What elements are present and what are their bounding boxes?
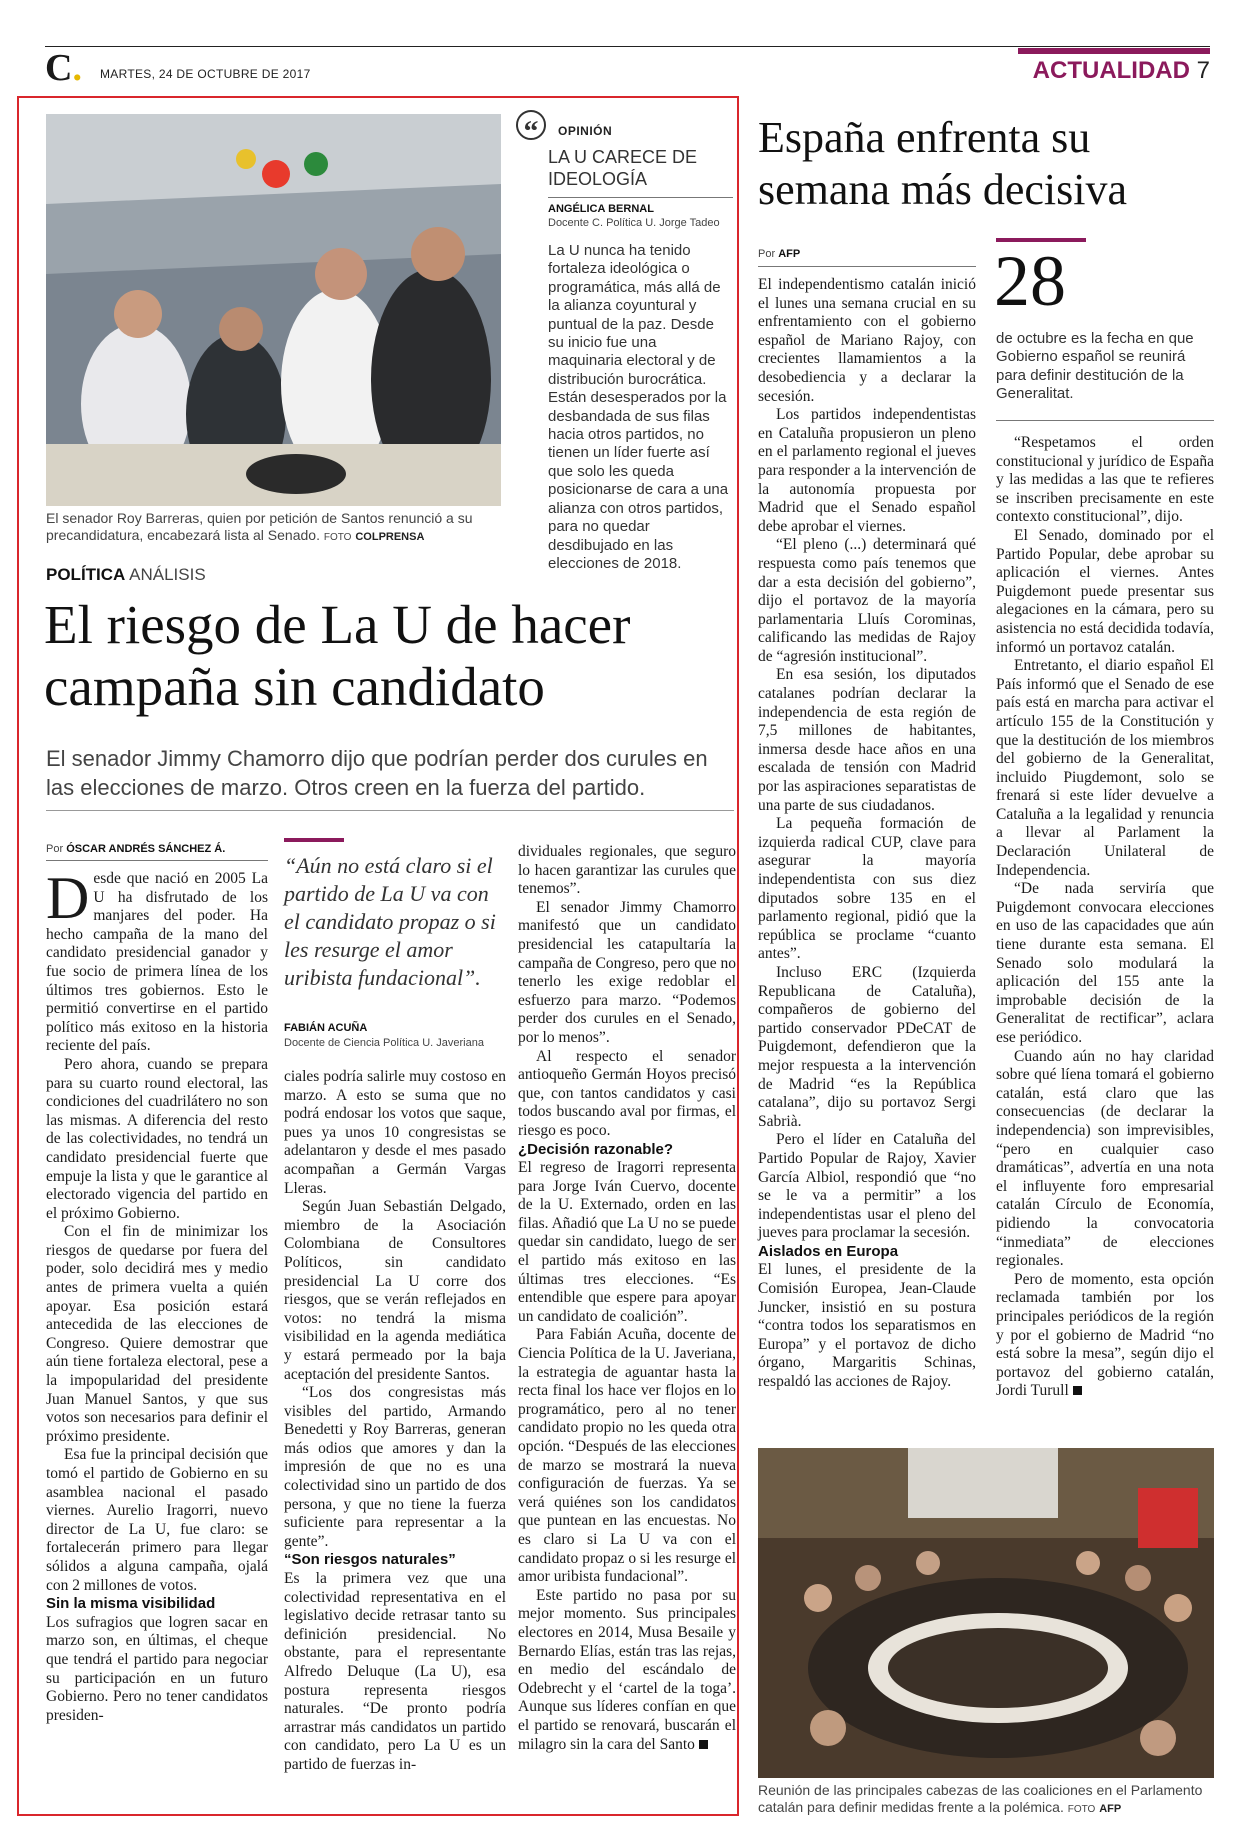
spain-col1-p1: El independentismo catalán inició el lunes una semana crucial en su enfrentamiento con el gobierno español de Mariano Rajoy, con crecientes llamamientos a la desobediencia y a declarar la secesión. <box>758 276 976 405</box>
logo <box>45 47 82 89</box>
col1-subhead: Sin la misma visibilidad <box>46 1595 216 1613</box>
spain-col1-p6: Incluso ERC (Izquierda Republicana de Cataluña), compañeros de gobierno del partido conservador PDeCAT de Puigdemont, defendieron que la mejor respuesta a la intervención de Madrid “es la República catalana”, dijo su portavoz Sergi Sabrià. <box>758 963 976 1130</box>
spain-col2-p6: Pero de momento, esta opción reclamada también por los principales periódicos de la región y por el gobierno de Madrid “no está sobre la mesa”, según dijo el portavoz del gobierno catalán, Jordi Turull <box>996 1270 1214 1400</box>
caption-text: El senador Roy Barreras, quien por petición de Santos renunció a su precandidatura, encabezará lista al Senado. <box>46 510 473 543</box>
left-article-column-3 <box>518 843 736 1754</box>
col2-p4: Es la primera vez que una colectividad representativa en el legislativo decide retrasar tanto su definición presidencial. No obstante, para el representante Alfredo Deluque (La U), esa postura representa riesgos naturales. “De pronto podría arrastrar más candidatos un partido con candidato, pero La U es un partido de fuerzas in- <box>284 1570 506 1773</box>
spain-col1-p8: El lunes, el presidente de la Comisión Europea, Jean-Claude Juncker, insistió en su postura “contra todos los separatismos en Europa” y el portavoz de dicho órgano, Margaritis Schinas, respaldó las acciones de Rajoy. <box>758 1261 976 1391</box>
spain-byline-rule <box>758 266 976 267</box>
spain-col1-p7: Pero el líder en Cataluña del Partido Popular de Rajoy, Xavier García Albiol, respondió que “no se le va a permitir” a los independentistas usar el pleno del jueves para proclamar la secesión. <box>758 1131 976 1242</box>
spain-col1-p3: “El pleno (...) determinará qué respuesta como país tenemos que dar a esta decisión del gobierno”, dijo el portavoz de la mayoría parlamentaria Lluís Corominas, calificando las medidas de Rajoy de “agresión institucional”. <box>758 536 976 665</box>
end-mark-icon <box>699 1740 708 1749</box>
parliament-photo <box>758 1448 1214 1778</box>
kicker-section: POLÍTICA <box>46 565 126 584</box>
col3-p4: El regreso de Iragorri representa para Jorge Iván Cuervo, docente de la U. Externado, orden en las filas. Añadió que La U no se puede quedar sin candidato, luego de ser el partido más exitoso en las últimas tres elecciones. “Es entendible que espere para apoyar un candidato de coalición”. <box>518 1159 736 1325</box>
pullquote-author: FABIÁN ACUÑA <box>284 1022 368 1034</box>
opinion-author: ANGÉLICA BERNAL <box>548 203 654 215</box>
kicker-type: ANÁLISIS <box>129 565 206 584</box>
spain-byline <box>758 248 800 260</box>
section-header <box>1018 57 1210 85</box>
quote-mark-icon: “ <box>516 110 546 140</box>
col1-p4: Esa fue la principal decisión que tomó el partido de Gobierno en su asamblea nacional el pasado viernes. Aurelio Iragorri, nuevo director de La U, fue claro: se fortalecerán primero para llegar sólidos a alguna campaña, ojalá con 2 millones de votos. <box>46 1446 268 1594</box>
spain-col1-p2: Los partidos independentistas en Cataluña propusieron un pleno en el parlamento regional el jueves para responder a la intervención de la autonomía propuesta por Madrid que el Senado español debe aprobar el viernes. <box>758 406 976 535</box>
article-byline <box>46 843 225 855</box>
photo-credit-prefix: FOTO <box>323 532 352 543</box>
col2-p1: ciales podría salirle muy costoso en marzo. A esto se suma que no podrá endosar los votos que saque, pues ya unos 10 congresistas se adelantaron y desde el mes pasado acompañan a Germán Vargas Lleras. <box>284 1068 506 1197</box>
byline-prefix: Por <box>46 843 64 855</box>
senate-photo <box>46 114 501 506</box>
section-name: ACTUALIDAD <box>1032 57 1190 84</box>
top-rule <box>45 46 1210 47</box>
spain-col2-p3: Entretanto, el diario español El País informó que el Senado de ese país está en marcha para activar el artículo 155 de la Constitución y que la destitución de los miembros del gobierno de la Generalitat, incluido Piugdemont, solo se frenará si este líder devuelve a Cataluña a la legalidad y renuncia a llevar al Parlament la Declaración Unilateral de Independencia. <box>996 657 1214 879</box>
left-article-column-2 <box>284 1068 506 1775</box>
spain-column-2 <box>996 434 1214 1401</box>
spain-col2-p5: Cuando aún no hay claridad sobre qué líena tomará el gobierno catalán, está claro que las consecuencias (de declarar la independencia) son imprevisibles, “pero en cualquier caso dramáticas”, advertía en una nota el influyente foro empresarial catalán Círculo de Economía, pidiendo la convocatoria “inmediata” de elecciones regionales. <box>996 1047 1214 1270</box>
senate-photo-image <box>46 114 501 506</box>
parliament-photo-credit: AFP <box>1099 1803 1122 1815</box>
logo-letter: C <box>45 47 73 89</box>
pullquote-author-role: Docente de Ciencia Política U. Javeriana <box>284 1037 484 1049</box>
col1-p1: esde que nació en 2005 La U ha disfrutado de los manjares del poder. Ha hecho campaña de la mano del candidato presidencial ganador y fue socio de primera línea de los últimos tres gobiernos. Esto le permitió convertirse en el partido político más exitoso en la historia reciente del país. <box>46 870 268 1055</box>
opinion-label: OPINIÓN <box>558 124 613 138</box>
col3-p2: El senador Jimmy Chamorro manifestó que un candidato presidencial les catapultaría la campaña de Congreso, pero que no tenerlo les exige redoblar el esfuerzo para marzo. “Podemos perder dos curules en el Senado, por lo menos”. <box>518 898 736 1046</box>
photo-credit: COLPRENSA <box>355 531 425 543</box>
parliament-caption-text: Reunión de las principales cabezas de las coaliciones en el Parlamento catalán para definir medidas frente a la polémica. <box>758 1782 1203 1815</box>
spain-headline: España enfrenta su semana más decisiva <box>758 113 1127 214</box>
stat-text: de octubre es la fecha en que Gobierno español se reunirá para definir destitución de la Generalitat. <box>996 330 1194 403</box>
logo-dot-icon: . <box>72 47 82 89</box>
spain-col2-p4: “De nada serviría que Puigdemont convocara elecciones en uso de las capacidades que aún tiene durante esta semana. El Senado solo modulará la aplicación del 155 ante la improbable decisión de la Generalitat de rectificar”, aclara ese periódico. <box>996 880 1214 1046</box>
spain-column-1 <box>758 276 976 1392</box>
page-date: MARTES, 24 DE OCTUBRE DE 2017 <box>100 67 311 81</box>
col3-p1: dividuales regionales, que seguro lo hacen garantizar las curules que tenemos”. <box>518 843 736 898</box>
senate-photo-caption <box>46 510 501 546</box>
byline-author: ÓSCAR ANDRÉS SÁNCHEZ Á. <box>66 843 226 855</box>
left-article-column-1 <box>46 865 268 1725</box>
col3-subhead: ¿Decisión razonable? <box>518 1140 674 1158</box>
spain-col1-p4: En esa sesión, los diputados catalanes podrían declarar la independencia de esta región de 7,5 millones de habitantes, inmersa desde hace años en una escalada de tensión con Madrid por las aspiraciones separatistas de una parte de sus ciudadanos. <box>758 666 976 814</box>
spain-col1-p5: La pequeña formación de izquierda radical CUP, clave para asegurar la mayoría independentista con sus diez diputados sobre 135 en el parlamento regional, pidió que la república se proclame “cuanto antes”. <box>758 815 976 963</box>
spain-col2-p2: El Senado, dominado por el Partido Popular, debe aprobar su aplicación el viernes. Antes Puigdemont puede presentar sus alegaciones en la cámara, pero su asistencia no está decidida todavía, informó un portavoz catalán. <box>996 526 1214 656</box>
parliament-photo-image <box>758 1448 1214 1778</box>
byline-rule <box>46 860 268 861</box>
pullquote-accent-bar <box>284 838 344 842</box>
dropcap: D <box>46 865 90 931</box>
spain-col1-subhead: Aislados en Europa <box>758 1242 899 1260</box>
article-headline: El riesgo de La U de hacer campaña sin candidato <box>44 594 631 717</box>
opinion-title: LA U CARECE DE IDEOLOGÍA <box>548 147 698 189</box>
col1-p2: Pero ahora, cuando se prepara para su cuarto round electoral, las condiciones del cuadrilátero no son las mismas. A diferencia del resto de las colectividades, no tendrá un candidato presidencial fuerte que empuje la lista y que le garantice al electorado vigencia del partido en el próximo Gobierno. <box>46 1055 268 1222</box>
opinion-rule <box>548 197 733 198</box>
col3-p3: Al respecto el senador antioqueño Germán Hoyos precisó que, con tantos candidatos y casi todos buscando aval por firmas, el riesgo es poco. <box>518 1047 736 1139</box>
spain-byline-prefix: Por <box>758 248 776 260</box>
col1-p5: Los sufragios que logren sacar en marzo son, en últimas, el cheque que tendrá el partido para negociar su participación en un futuro Gobierno. Pero no tener candidatos presiden- <box>46 1613 268 1724</box>
col2-p3: “Los dos congresistas más visibles del partido, Armando Benedetti y Roy Barreras, generan más odios que amores y dan la impresión de que no es una colectividad sino un partido de dos persona, y que no tiene la fuerza suficiente para representar a la gente”. <box>284 1384 506 1550</box>
parliament-credit-prefix: FOTO <box>1067 1804 1096 1815</box>
deck-rule <box>46 810 734 811</box>
col3-p6: Este partido no pasa por su mejor momento. Sus principales electores en 2014, Musa Besaile y Bernardo Elías, están tras las rejas, en medio del escándalo de Odebrecht y el ‘cartel de la toga’. Aunque sus líderes confían en que el partido se renovará, buscarán el milagro sin la cara del Santo <box>518 1586 736 1753</box>
col1-p3: Con el fin de minimizar los riesgos de quedarse por fuera del poder, solo decidirá mes y medio antes de primera vuelta a quién apoyar. Esa posición estará antecedida de las elecciones de Congreso. Quiere demostrar que aún tiene fortaleza electoral, pese a la impopularidad del presidente Juan Manuel Santos, y que sus votos son necesarios para definir el próximo presidente. <box>46 1223 268 1445</box>
col2-p2: Según Juan Sebastián Delgado, miembro de la Asociación Colombiana de Consultores Políticos, sin candidato presidencial La U corre dos riesgos, que se verán reflejados en votos: no tendrá la misma visibilidad en la agenda mediática y estará permeado por la baja aceptación del presidente Santos. <box>284 1198 506 1383</box>
col2-subhead: “Son riesgos naturales” <box>284 1551 456 1569</box>
opinion-text: La U nunca ha tenido fortaleza ideológica o programática, más allá de la alianza coyuntural y puntual de la paz. Desde su inicio fue una maquinaria electoral y de distribución burocrática. Están desesperados por la desbandada de sus filas hacia otros partidos, no tienen un líder fuerte así que solo les queda posicionarse de cara a una alianza con otros partidos, para no quedar desdibujado en las elecciones de 2018. <box>548 242 729 572</box>
parliament-photo-caption <box>758 1782 1214 1818</box>
article-kicker <box>46 565 206 585</box>
page-number: 7 <box>1196 57 1210 84</box>
spain-byline-author: AFP <box>778 248 801 260</box>
stat-number: 28 <box>994 241 1066 321</box>
section-accent-bar <box>1018 48 1210 54</box>
spain-end-mark-icon <box>1073 1386 1082 1395</box>
article-deck: El senador Jimmy Chamorro dijo que podrían perder dos curules en las elecciones de marzo. Otros creen en la fuerza del partido. <box>46 746 708 800</box>
opinion-author-role: Docente C. Política U. Jorge Tadeo <box>548 217 720 229</box>
spain-col2-p1: “Respetamos el orden constitucional y jurídico de España y las medidas a las que te refieres se inscriben precisamente en este contexto constitucional”, dijo. <box>996 434 1214 526</box>
pullquote-text: “Aún no está claro si el partido de La U va con el candidato propaz o si les resurge el amor uribista fundacional”. <box>284 853 496 990</box>
col3-p5: Para Fabián Acuña, docente de Ciencia Política de la U. Javeriana, la estrategia de aguantar hasta la recta final los hace ver flojos en lo programático, pero al no tener candidato propio no les queda otra opción. “Después de las elecciones de marzo se mostrará la nueva configuración de fuerzas. Ya se verá quiénes son los candidatos que puntean en las encuestas. No es claro si La U va con el candidato propaz o si les resurge el amor uribista fundacional”. <box>518 1326 736 1586</box>
stat-rule <box>996 420 1214 421</box>
